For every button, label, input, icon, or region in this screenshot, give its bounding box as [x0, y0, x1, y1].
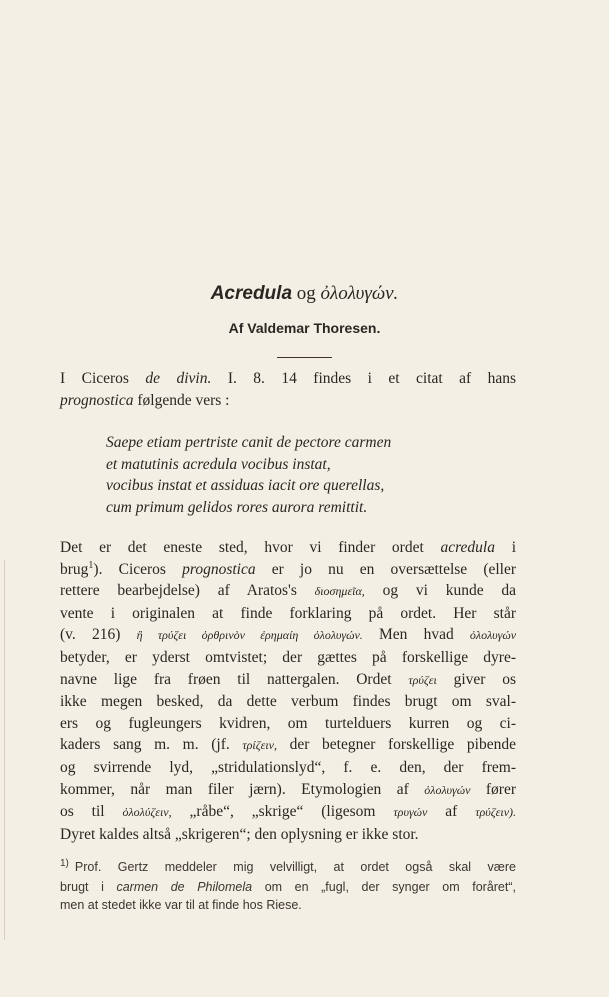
body-greek: τρύζει	[408, 672, 437, 687]
footnote-text: brugt i	[60, 880, 104, 894]
intro-line-1	[60, 368, 516, 390]
verse-quote	[106, 432, 391, 518]
page-edge-line	[4, 560, 5, 940]
verse-line: et matutinis acredula vocibus instat,	[106, 455, 331, 473]
footnote-mark: 1)	[60, 858, 69, 869]
intro-text: I Ciceros	[60, 370, 129, 387]
body-greek: ἢ τρύζει ὀρθρινὸν ἐρημαίη ὀλολυγών.	[136, 628, 363, 643]
intro-line-2	[60, 390, 516, 412]
body-text: er jo nu en oversættelse (eller	[271, 560, 517, 578]
body-text: i	[511, 539, 517, 556]
body-greek: τρίζειν,	[242, 738, 277, 753]
footnote-text: Prof. Gertz meddeler mig velvilligt, at ordet også skal være	[74, 860, 516, 874]
body-work-title: prognostica	[182, 560, 256, 578]
body-line	[60, 779, 516, 802]
body-line	[60, 624, 516, 647]
body-text: (v. 216)	[60, 626, 121, 644]
intro-work-title: de divin.	[145, 370, 212, 387]
body-text: fører	[485, 780, 516, 798]
title-greek: ὀλολυγών.	[320, 283, 399, 304]
body-text: rettere bearbejdelse) af Aratos's	[60, 582, 297, 600]
body-greek: διοσημεῖα,	[314, 584, 365, 599]
body-line: vente i originalen at finde forklaring på ordet. Her står	[60, 604, 516, 622]
body-line	[60, 734, 516, 757]
footnote-text: om en „fugl, der synger om foråret“,	[264, 880, 516, 894]
verse-line: Saepe etiam pertriste canit de pectore carmen	[106, 434, 392, 451]
body-line	[60, 559, 516, 581]
intro-paragraph	[60, 368, 516, 411]
body-greek: ὀλολυγών	[469, 628, 517, 643]
body-line: Dyret kaldes altså „skrigeren“; den oplysning er ikke stor.	[60, 825, 419, 843]
body-line: betyder, er yderst omtvistet; der gættes på forskellige dyre-	[60, 648, 516, 666]
body-line: og svirrende lyd, „stridulationslyd“, f. e. den, der frem-	[60, 758, 516, 776]
body-line	[60, 537, 516, 559]
footnote-line	[60, 878, 516, 896]
body-text: giver os	[453, 670, 517, 688]
body-line	[60, 669, 516, 692]
body-paragraph	[60, 537, 516, 845]
body-line	[60, 580, 516, 603]
body-greek: τρύζειν).	[475, 805, 517, 820]
body-text: Det er det eneste sted, hvor vi finder ordet	[60, 539, 424, 556]
footnote-work-title: carmen de Philomela	[116, 880, 253, 894]
body-text: Men hvad	[378, 626, 454, 644]
title-latin: Acredula	[210, 283, 293, 304]
body-greek: ὀλολύζειν,	[122, 805, 172, 820]
body-line: ikke megen besked, da dette verbum findes brugt om sval-	[60, 693, 516, 711]
title-rule	[277, 357, 332, 358]
body-text: „råbe“, „skrige“ (ligesom	[189, 803, 376, 821]
footnote-ref: 1	[88, 559, 94, 571]
author-line: Af Valdemar Thoresen.	[228, 320, 381, 336]
footnote	[60, 858, 516, 914]
body-greek: ὀλολυγών	[424, 782, 471, 797]
body-text: brug	[60, 560, 89, 578]
body-greek: τρυγών	[393, 805, 428, 820]
body-text: af	[445, 803, 458, 821]
body-text: der betegner forskellige pibende	[289, 736, 516, 754]
footnote-line: men at stedet ikke var til at finde hos Riese.	[60, 898, 302, 912]
body-text: kaders sang m. m. (jf.	[60, 736, 230, 754]
footnote-line	[60, 858, 516, 878]
body-text: ). Ciceros	[93, 560, 166, 578]
body-latin-word: acredula	[440, 539, 495, 556]
body-text: os til	[60, 803, 105, 821]
intro-text: I. 8. 14 findes i et citat af hans	[227, 370, 517, 387]
intro-work-title: prognostica	[60, 391, 134, 409]
body-text: kommer, når man filer jærn). Etymologien af	[60, 780, 409, 798]
body-text: navne lige fra frøen til nattergalen. Ordet	[60, 670, 392, 688]
verse-line: vocibus instat et assiduas iacit ore querellas,	[106, 477, 385, 495]
body-line	[60, 801, 516, 824]
article-title	[0, 282, 609, 306]
title-og: og	[296, 283, 316, 304]
verse-line: cum primum gelidos rores aurora remittit.	[106, 498, 368, 516]
body-text: og vi kunde da	[382, 582, 516, 600]
body-line: ers og fugleungers kvidren, om turtelduers kurren og ci-	[60, 714, 516, 732]
intro-text: følgende vers :	[137, 391, 230, 409]
